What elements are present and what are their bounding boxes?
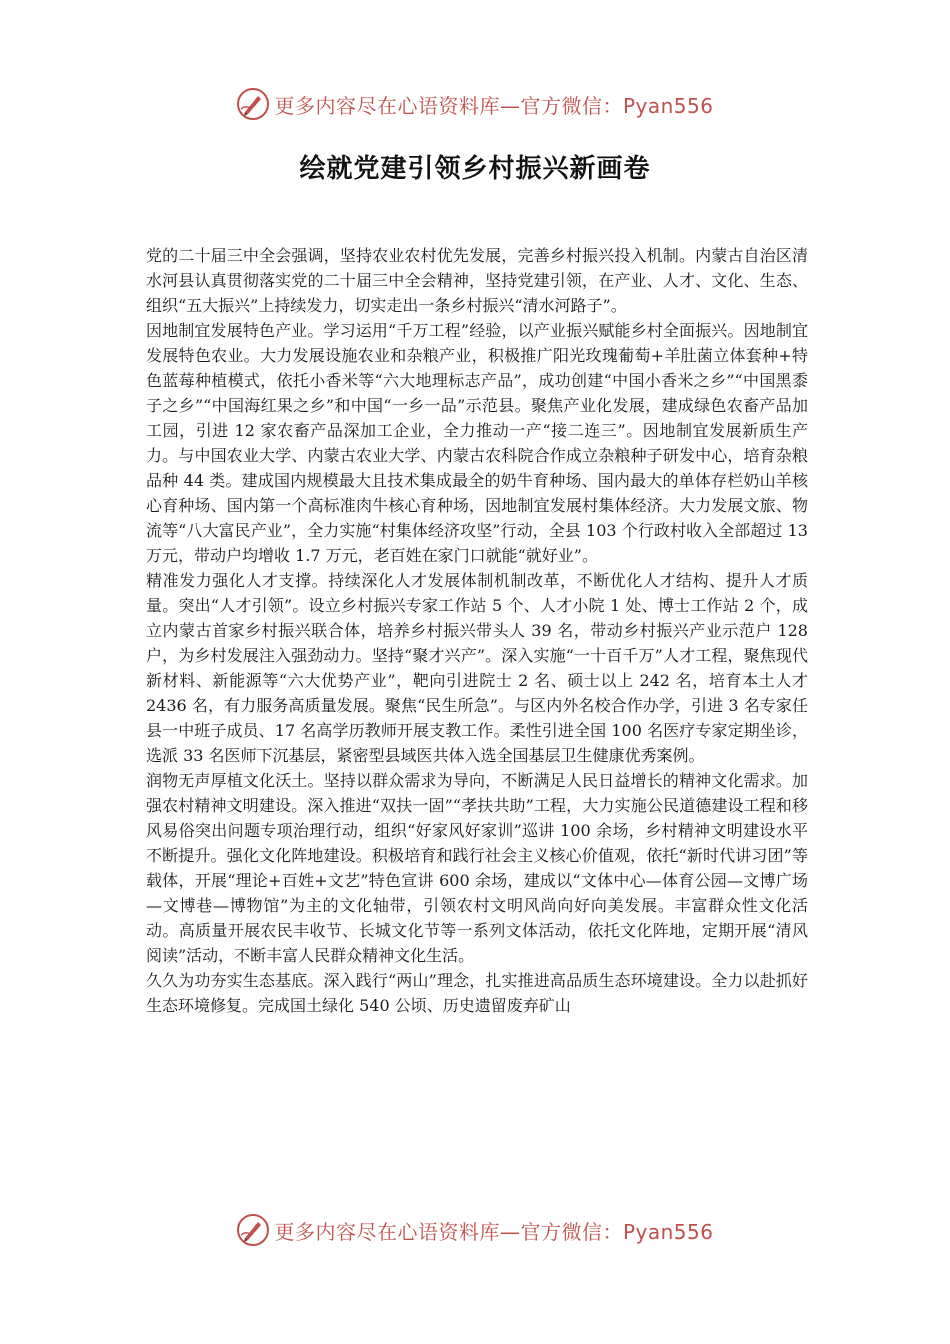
watermark-text: 更多内容尽在心语资料库—官方微信：Pyan556 bbox=[274, 1219, 714, 1244]
paragraph-ecology: 久久为功夯实生态基底。深入践行“两山”理念，扎实推进高品质生态环境建设。全力以赴抓好生态环境修复。完成国土绿化 540 公顷、历史遗留废弃矿山 bbox=[146, 971, 808, 1015]
header-watermark bbox=[0, 84, 950, 124]
paragraph-talent: 精准发力强化人才支撑。持续深化人才发展体制机制改革，不断优化人才结构、提升人才质量。突出“人才引领”。设立乡村振兴专家工作站 5 个、人才小院 1 处、博士工作站 2 个，成立内蒙古首家乡村振兴联合体，培养乡村振兴带头人 39 名，带动乡村振兴产业示范户 128 户，为乡村发展注入强劲动力。坚持“聚才兴产”。深入实施“一十百千万”人才工程，聚焦现代新材料、新能源等“六大优势产业”，靶向引进院士 2 名、硕士以上 242 名，培育本土人才 2436 名，有力服务高质量发展。聚焦“民生所急”。与区内外名校合作办学，引进 3 名专家任县一中班子成员、17 名高学历教师开展支教工作。柔性引进全国 100 名医疗专家定期坐诊，选派 33 名医师下沉基层，紧密型县域医共体入选全国基层卫生健康优秀案例。 bbox=[146, 571, 808, 765]
paragraph-culture: 润物无声厚植文化沃土。坚持以群众需求为导向，不断满足人民日益增长的精神文化需求。加强农村精神文明建设。深入推进“双扶一固”“孝扶共助”工程，大力实施公民道德建设工程和移风易俗突出问题专项治理行动，组织“好家风好家训”巡讲 100 余场，乡村精神文明建设水平不断提升。强化文化阵地建设。积极培育和践行社会主义核心价值观，依托“新时代讲习团”等载体，开展“理论+百姓+文艺”特色宣讲 600 余场，建成以“文体中心—体育公园—文博广场—文博巷—博物馆”为主的文化轴带，引领农村文明风尚向好向美发展。丰富群众性文化活动。高质量开展农民丰收节、长城文化节等一系列文体活动，依托文化阵地，定期开展“清风阅读”活动，不断丰富人民群众精神文化生活。 bbox=[146, 771, 808, 965]
pen-icon bbox=[236, 1213, 270, 1247]
paragraph-industry: 因地制宜发展特色产业。学习运用“千万工程”经验，以产业振兴赋能乡村全面振兴。因地制宜发展特色农业。大力发展设施农业和杂粮产业，积极推广阳光玫瑰葡萄+羊肚菌立体套种+特色蓝莓种植模式，依托小香米等“六大地理标志产品”，成功创建“中国小香米之乡”“中国黑黍子之乡”“中国海红果之乡”和中国“一乡一品”示范县。聚焦产业化发展，建成绿色农畜产品加工园，引进 12 家农畜产品深加工企业，全力推动一产“接二连三”。因地制宜发展新质生产力。与中国农业大学、内蒙古农业大学、内蒙古农科院合作成立杂粮种子研发中心，培育杂粮品种 44 类。建成国内规模最大且技术集成最全的奶牛育种场、国内最大的单体存栏奶山羊核心育种场、国内第一个高标准肉牛核心育种场，因地制宜发展村集体经济。大力发展文旅、物流等“八大富民产业”，全力实施“村集体经济攻坚”行动，全县 103 个行政村收入全部超过 13 万元，带动户均增收 1.7 万元，老百姓在家门口就能“就好业”。 bbox=[146, 321, 808, 565]
article-body bbox=[146, 243, 808, 1018]
document-title: 绘就党建引领乡村振兴新画卷 bbox=[299, 154, 651, 184]
footer-watermark bbox=[0, 1210, 950, 1250]
pen-icon bbox=[236, 87, 270, 121]
watermark-text: 更多内容尽在心语资料库—官方微信：Pyan556 bbox=[274, 93, 714, 118]
paragraph-intro: 党的二十届三中全会强调，坚持农业农村优先发展，完善乡村振兴投入机制。内蒙古自治区清水河县认真贯彻落实党的二十届三中全会精神，坚持党建引领，在产业、人才、文化、生态、组织“五大振兴”上持续发力，切实走出一条乡村振兴“清水河路子”。 bbox=[146, 246, 808, 315]
